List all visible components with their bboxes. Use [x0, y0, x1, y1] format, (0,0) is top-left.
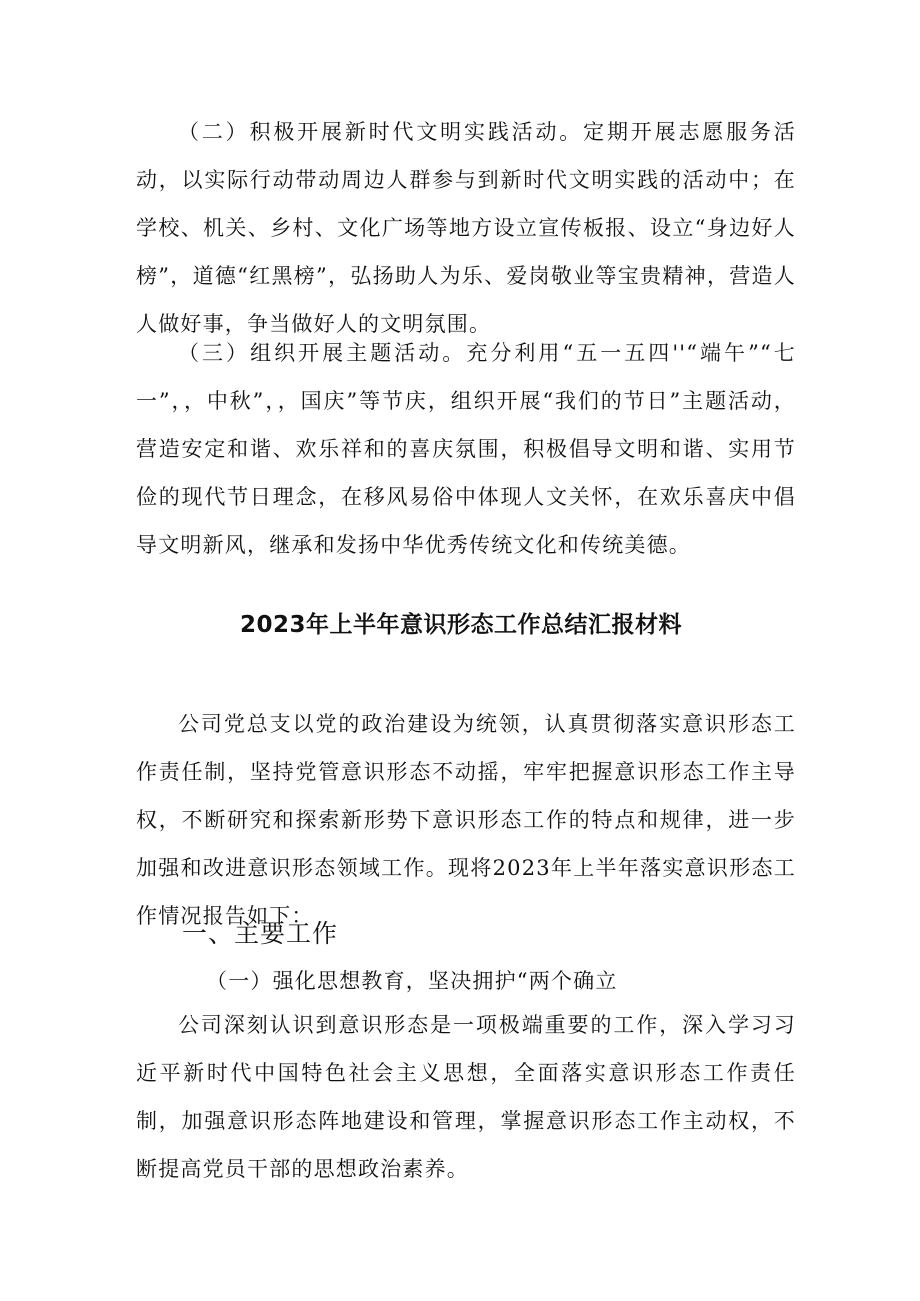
paragraph-ideological-education: 公司深刻认识到意识形态是一项极端重要的工作，深入学习习近平新时代中国特色社会主义思想，全面落实意识形态工作责任制，加强意识形态阵地建设和管理，掌握意识形态工作主动权，不断提高党员干部的思想政治素养。: [136, 1013, 796, 1181]
paragraph-civilization-practice: （二）积极开展新时代文明实践活动。定期开展志愿服务活动，以实际行动带动周边人群参与到新时代文明实践的活动中；在学校、机关、乡村、文化广场等地方设立宣传板报、设立“身边好人榜”，道德“红黑榜”，弘扬助人为乐、爱岗敬业等宝贵精神，营造人人做好事，争当做好人的文明氛围。: [136, 120, 796, 336]
subsection-heading-ideological-education: （一）强化思想教育，坚决拥护“两个确立: [206, 969, 618, 993]
section-heading-main-work: 一、主要工作: [182, 919, 339, 948]
document-title: 2023年上半年意识形态工作总结汇报材料: [239, 612, 682, 638]
paragraph-theme-activities: （三）组织开展主题活动。充分利用“五一五四''“端午”“七一”，，中秋”，，国庆”等节庆，组织开展“我们的节日”主题活动，营造安定和谐、欢乐祥和的喜庆氛围，积极倡导文明和谐、实用节俭的现代节日理念，在移风易俗中体现人文关怀，在欢乐喜庆中倡导文明新风，继承和发扬中华优秀传统文化和传统美德。: [136, 341, 796, 557]
paragraph-intro: 公司党总支以党的政治建设为统领，认真贯彻落实意识形态工作责任制，坚持党管意识形态不动摇，牢牢把握意识形态工作主导权，不断研究和探索新形势下意识形态工作的特点和规律，进一步加强和改进意识形态领域工作。现将2023年上半年落实意识形态工作情况报告如下：: [136, 712, 796, 928]
